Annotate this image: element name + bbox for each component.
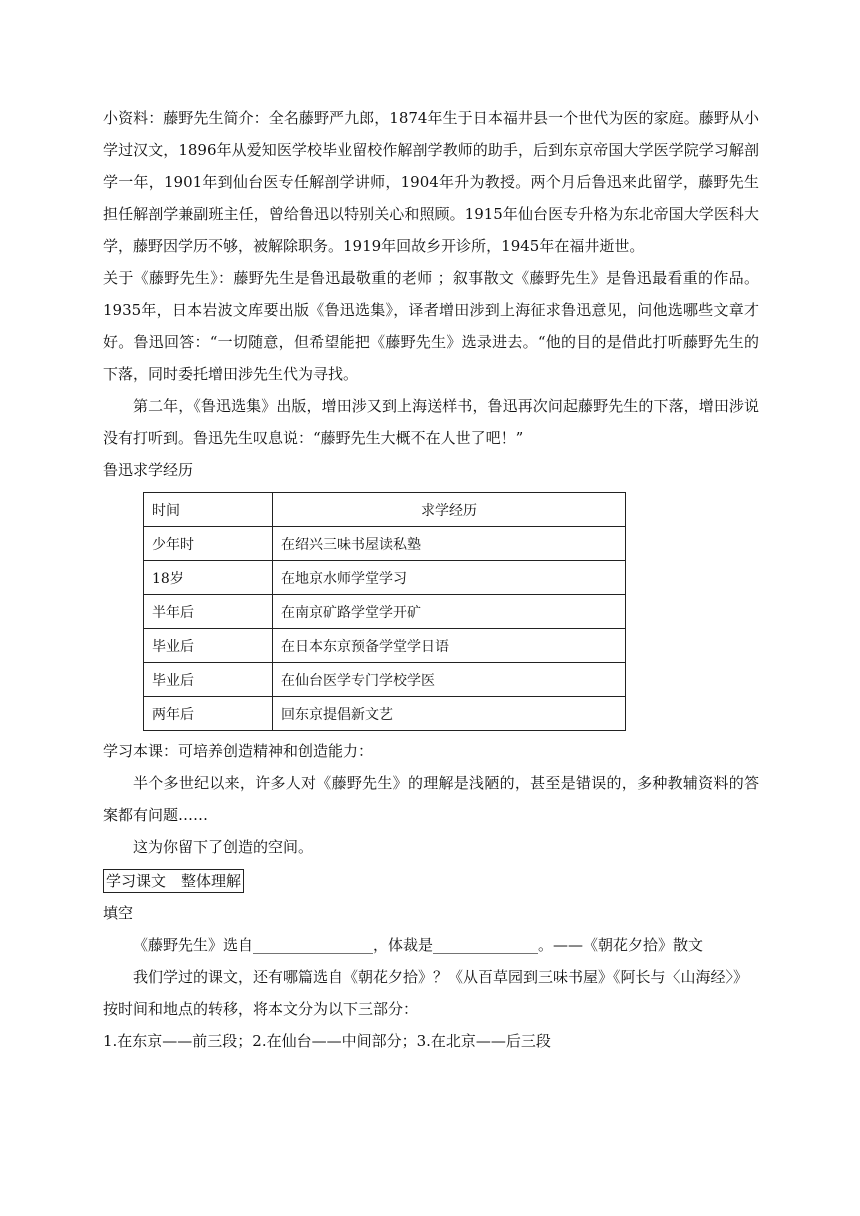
study-heading: 学习本课：可培养创造精神和创造能力： bbox=[103, 742, 374, 760]
table-cell-time: 18岁 bbox=[144, 561, 273, 595]
fill-in-question bbox=[103, 929, 759, 961]
fill-in-blank-genre: ______________ bbox=[433, 936, 539, 954]
table-caption: 鲁迅求学经历 bbox=[103, 461, 194, 479]
table-header-cell: 时间 bbox=[144, 493, 273, 527]
table-cell-experience: 回东京提倡新文艺 bbox=[273, 697, 626, 731]
document-body bbox=[103, 102, 759, 1057]
table-cell-time: 毕业后 bbox=[144, 663, 273, 697]
table-cell-time: 毕业后 bbox=[144, 629, 273, 663]
three-parts-answer: 1.在东京——前三段；2.在仙台——中间部分；3.在北京——后三段 bbox=[103, 1032, 551, 1050]
fill-in-label: 填空 bbox=[103, 904, 134, 922]
study-paragraph-creative-space: 这为你留下了创造的空间。 bbox=[133, 838, 314, 856]
table-row bbox=[144, 629, 626, 663]
table-row bbox=[144, 663, 626, 697]
boxed-section-title: 学习课文 整体理解 bbox=[103, 869, 244, 893]
boxed-section-title-wrapper bbox=[103, 863, 759, 897]
intro-paragraph-second-year: 第二年，《鲁迅选集》出版，增田涉又到上海送样书，鲁迅再次问起藤野先生的下落，增田涉说没有打听到。鲁迅先生叹息说：“藤野先生大概不在人世了吧！” bbox=[103, 397, 759, 447]
table-cell-experience: 在地京水师学堂学习 bbox=[273, 561, 626, 595]
fill-in-text: ，体裁是 bbox=[373, 936, 434, 954]
fill-in-text: 《藤野先生》选自 bbox=[133, 936, 254, 954]
learned-texts-paragraph: 我们学过的课文，还有哪篇选自《朝花夕拾》？《从百草园到三味书屋》《阿长与〈山海经〉》 bbox=[133, 968, 749, 986]
intro-paragraph-about-essay: 关于《藤野先生》：藤野先生是鲁迅最敬重的老师 ；叙事散文《藤野先生》是鲁迅最看重的作品。1935年，日本岩波文库要出版《鲁迅选集》，译者增田涉到上海征求鲁迅意见，问他选哪些文章才好。鲁迅回答：“一切随意，但希望能把《藤野先生》选录进去。“他的目的是借此打听藤野先生的下落，同时委托增田涉先生代为寻找。 bbox=[103, 269, 759, 383]
table-cell-experience: 在南京矿路学堂学开矿 bbox=[273, 595, 626, 629]
table-row bbox=[144, 561, 626, 595]
table-cell-experience: 在绍兴三味书屋读私塾 bbox=[273, 527, 626, 561]
table-cell-time: 少年时 bbox=[144, 527, 273, 561]
table-cell-time: 两年后 bbox=[144, 697, 273, 731]
table-cell-experience: 在仙台医学专门学校学医 bbox=[273, 663, 626, 697]
table-row bbox=[144, 527, 626, 561]
divide-instruction: 按时间和地点的转移，将本文分为以下三部分： bbox=[103, 1000, 419, 1018]
fill-in-answer: 。——《朝花夕拾》散文 bbox=[538, 936, 704, 954]
table-header-cell: 求学经历 bbox=[273, 493, 626, 527]
fill-in-blank-source: ________________ bbox=[253, 936, 374, 954]
table-cell-experience: 在日本东京预备学堂学日语 bbox=[273, 629, 626, 663]
study-history-table bbox=[143, 492, 626, 731]
table-header-row bbox=[144, 493, 626, 527]
table-row bbox=[144, 697, 626, 731]
study-paragraph-misunderstanding: 半个多世纪以来，许多人对《藤野先生》的理解是浅陋的，甚至是错误的，多种教辅资料的答案都有问题…… bbox=[103, 774, 759, 824]
table-cell-time: 半年后 bbox=[144, 595, 273, 629]
table-row bbox=[144, 595, 626, 629]
intro-paragraph-fujino-bio: 小资料：藤野先生简介：全名藤野严九郎，1874年生于日本福井县一个世代为医的家庭。藤野从小学过汉文，1896年从爱知医学校毕业留校作解剖学教师的助手，后到东京帝国大学医学院学习解剖学一年，1901年到仙台医专任解剖学讲师，1904年升为教授。两个月后鲁迅来此留学，藤野先生担任解剖学兼副班主任，曾给鲁迅以特别关心和照顾。1915年仙台医专升格为东北帝国大学医科大学，藤野因学历不够，被解除职务。1919年回故乡开诊所，1945年在福井逝世。 bbox=[103, 109, 759, 255]
